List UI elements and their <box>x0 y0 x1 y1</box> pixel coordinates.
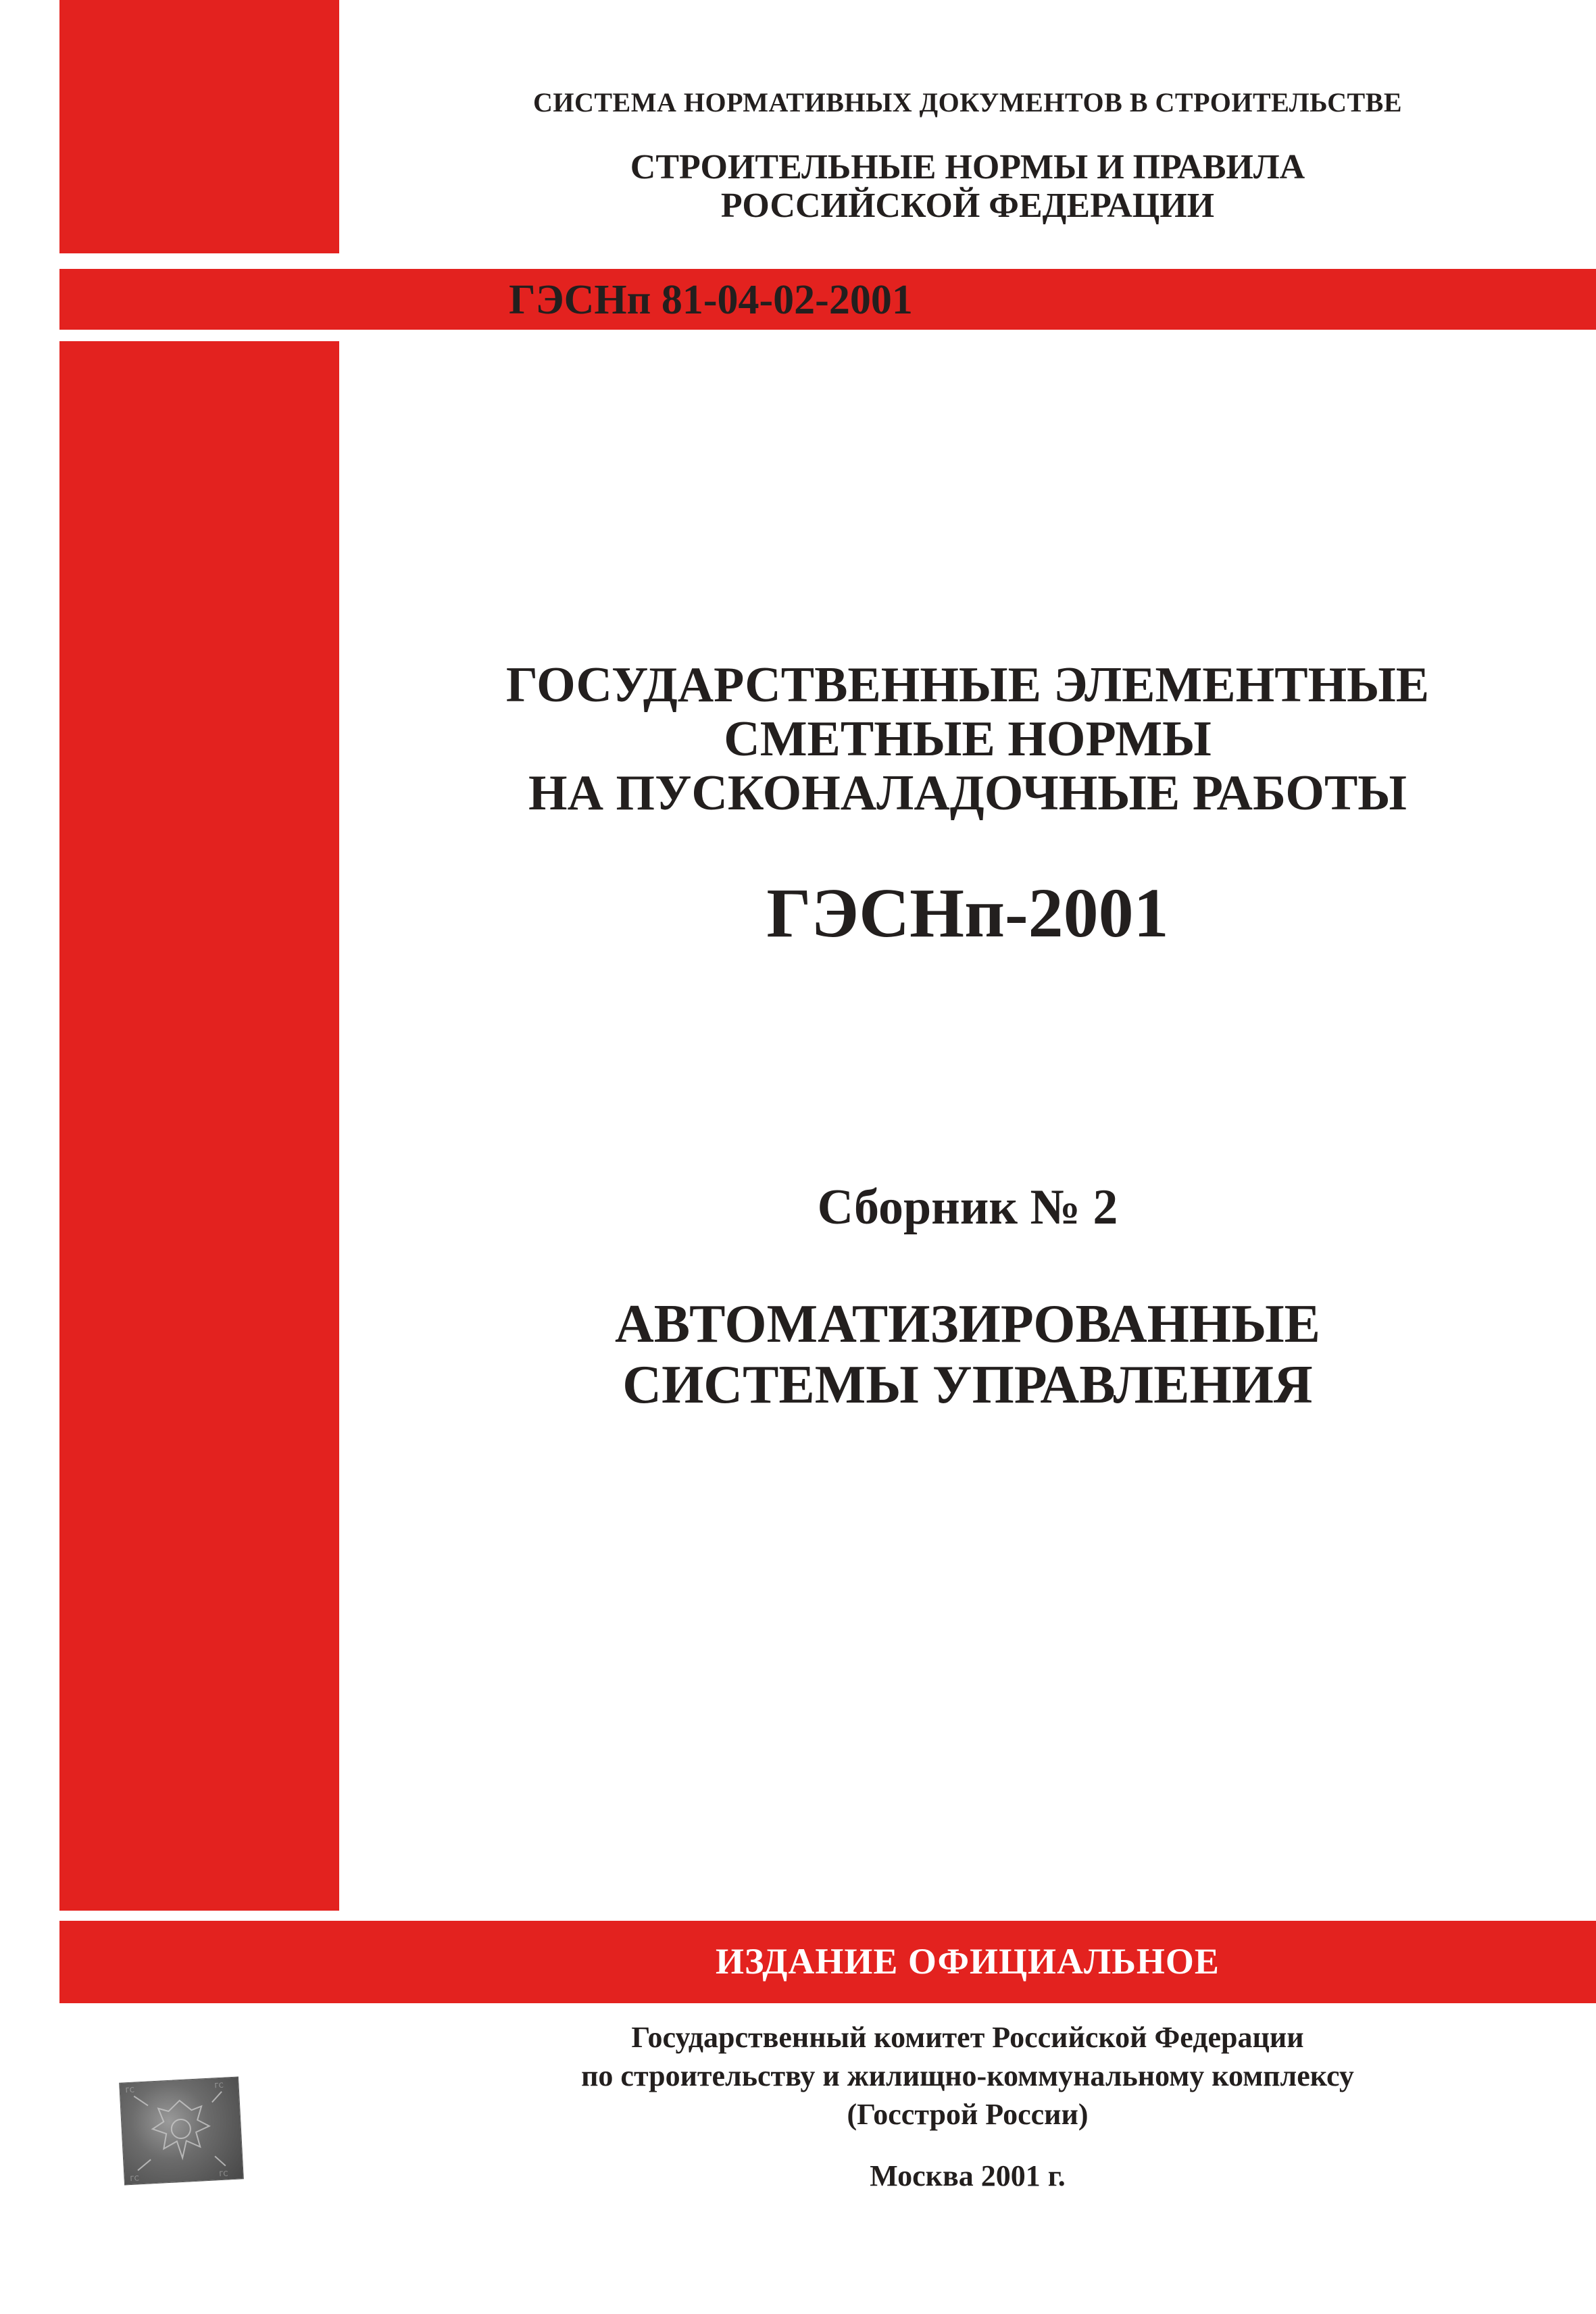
title-line3: НА ПУСКОНАЛАДОЧНЫЕ РАБОТЫ <box>528 765 1407 821</box>
series-heading-line2: РОССИЙСКОЙ ФЕДЕРАЦИИ <box>720 186 1215 225</box>
left-red-bar-top <box>59 0 339 253</box>
system-heading: СИСТЕМА НОРМАТИВНЫХ ДОКУМЕНТОВ В СТРОИТЕЛЬСТВЕ <box>532 87 1403 118</box>
collection-number: Сборник № 2 <box>817 1180 1118 1235</box>
svg-text:ГС: ГС <box>214 2082 224 2090</box>
series-heading-line1: СТРОИТЕЛЬНЫЕ НОРМЫ И ПРАВИЛА <box>630 148 1305 186</box>
title-line1: ГОСУДАРСТВЕННЫЕ ЭЛЕМЕНТНЫЕ <box>505 657 1430 713</box>
official-edition-label: ИЗДАНИЕ ОФИЦИАЛЬНОЕ <box>716 1941 1220 1982</box>
title-line2: СМЕТНЫЕ НОРМЫ <box>724 711 1212 767</box>
document-code: ГЭСНп 81-04-02-2001 <box>509 277 913 323</box>
left-red-bar-main <box>59 341 339 1911</box>
subject-line1: АВТОМАТИЗИРОВАННЫЕ <box>615 1294 1320 1354</box>
short-title: ГЭСНп-2001 <box>766 874 1169 952</box>
publisher-line2: по строительству и жилищно-коммунальному комплексу <box>581 2059 1354 2092</box>
hologram-sticker-icon <box>119 2076 244 2185</box>
svg-text:ГС: ГС <box>125 2086 135 2095</box>
svg-text:ГС: ГС <box>130 2175 140 2184</box>
publisher-line3: (Госстрой России) <box>847 2098 1089 2131</box>
svg-text:ГС: ГС <box>219 2170 228 2179</box>
city-year: Москва 2001 г. <box>870 2159 1066 2192</box>
publisher-line1: Государственный комитет Российской Федерации <box>631 2021 1304 2054</box>
subject-line2: СИСТЕМЫ УПРАВЛЕНИЯ <box>622 1355 1313 1415</box>
